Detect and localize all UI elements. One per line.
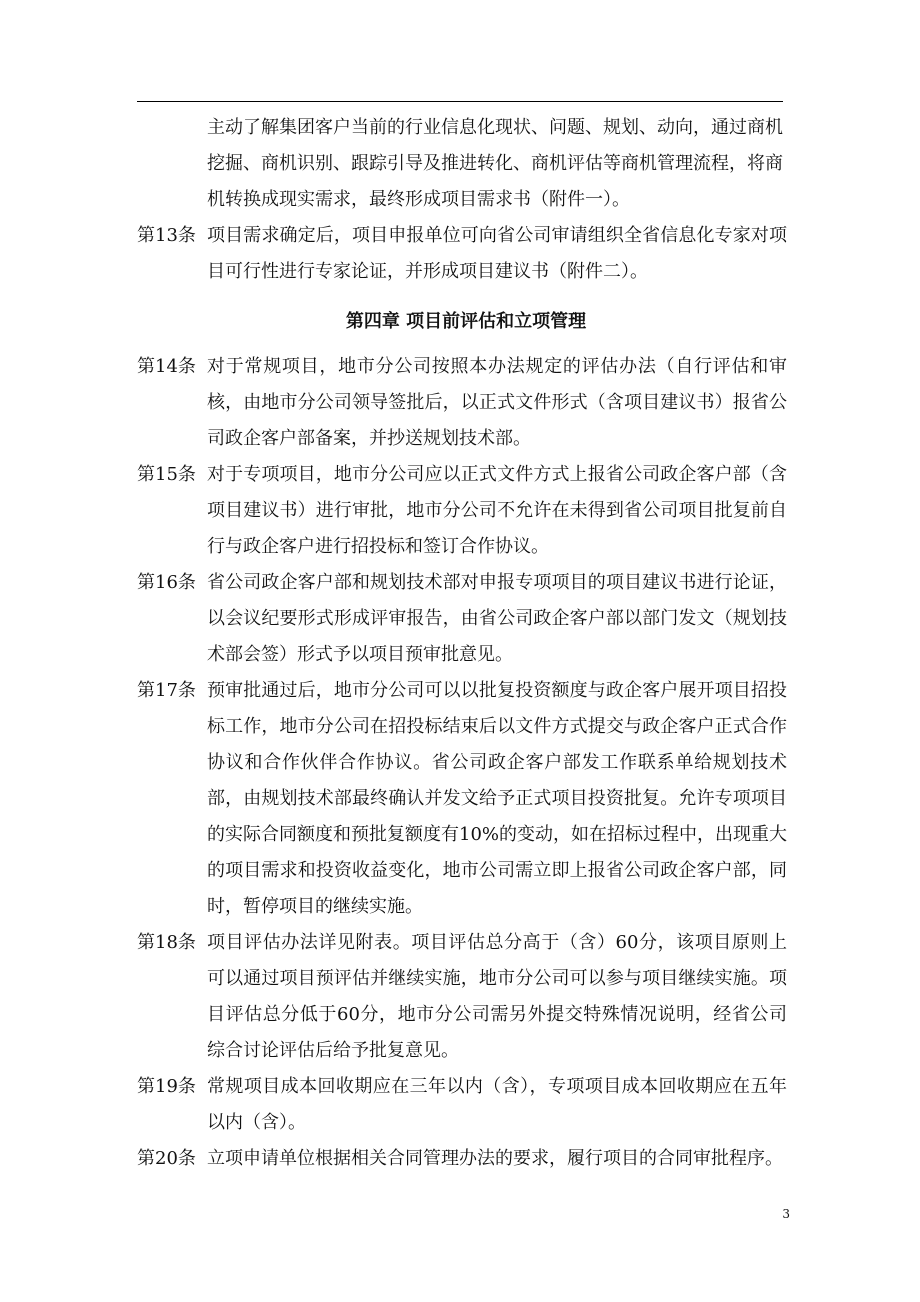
article-text: 对于专项项目，地市分公司应以正式文件方式上报省公司政企客户部（含项目建议书）进行审批，地市分公司不允许在未得到省公司项目批复前自行与政企客户进行招投标和签订合作协议。 [207,464,787,557]
continuation-paragraph [137,110,787,218]
article-13 [137,218,787,290]
article-text: 项目评估办法详见附表。项目评估总分高于（含）60分，该项目原则上可以通过项目预评估并继续实施，地市分公司可以参与项目继续实施。项目评估总分低于60分，地市分公司需另外提交特殊情况说明，经省公司综合讨论评估后给予批复意见。 [207,932,787,1061]
article-number: 第15条 [137,464,196,485]
article-20 [137,1141,787,1177]
article-15 [137,457,787,565]
article-text: 立项申请单位根据相关合同管理办法的要求，履行项目的合同审批程序。 [207,1148,783,1169]
article-text: 预审批通过后，地市分公司可以以批复投资额度与政企客户展开项目招投标工作，地市分公司在招投标结束后以文件方式提交与政企客户正式合作协议和合作伙伴合作协议。省公司政企客户部发工作联系单给规划技术部，由规划技术部最终确认并发文给予正式项目投资批复。允许专项项目的实际合同额度和预批复额度有10%的变动，如在招标过程中，出现重大的项目需求和投资收益变化，地市公司需立即上报省公司政企客户部，同时，暂停项目的继续实施。 [207,680,788,917]
document-body [137,110,787,1177]
header-rule [137,101,783,102]
article-text: 省公司政企客户部和规划技术部对申报专项项目的项目建议书进行论证，以会议纪要形式形成评审报告，由省公司政企客户部以部门发文（规划技术部会签）形式予以项目预审批意见。 [207,572,787,665]
article-number: 第18条 [137,932,196,953]
continuation-text: 主动了解集团客户当前的行业信息化现状、问题、规划、动向，通过商机挖掘、商机识别、跟踪引导及推进转化、商机评估等商机管理流程，将商机转换成现实需求，最终形成项目需求书（附件一）。 [207,117,783,210]
chapter-heading: 第四章 项目前评估和立项管理 [345,311,587,332]
article-14 [137,349,787,457]
article-number: 第13条 [137,225,196,246]
article-number: 第14条 [137,356,196,377]
article-16 [137,565,787,673]
article-text: 对于常规项目，地市分公司按照本办法规定的评估办法（自行评估和审核，由地市分公司领导签批后，以正式文件形式（含项目建议书）报省公司政企客户部备案，并抄送规划技术部。 [207,356,787,449]
article-number: 第19条 [137,1076,196,1097]
page-number: 3 [782,1207,790,1221]
article-text: 常规项目成本回收期应在三年以内（含），专项项目成本回收期应在五年以内（含）。 [207,1076,787,1133]
article-17 [137,673,787,925]
article-18 [137,925,787,1069]
article-number: 第20条 [137,1148,196,1169]
article-number: 第16条 [137,572,196,593]
article-19 [137,1069,787,1141]
article-text: 项目需求确定后，项目申报单位可向省公司审请组织全省信息化专家对项目可行性进行专家论证，并形成项目建议书（附件二）。 [207,225,787,282]
article-number: 第17条 [137,680,196,701]
